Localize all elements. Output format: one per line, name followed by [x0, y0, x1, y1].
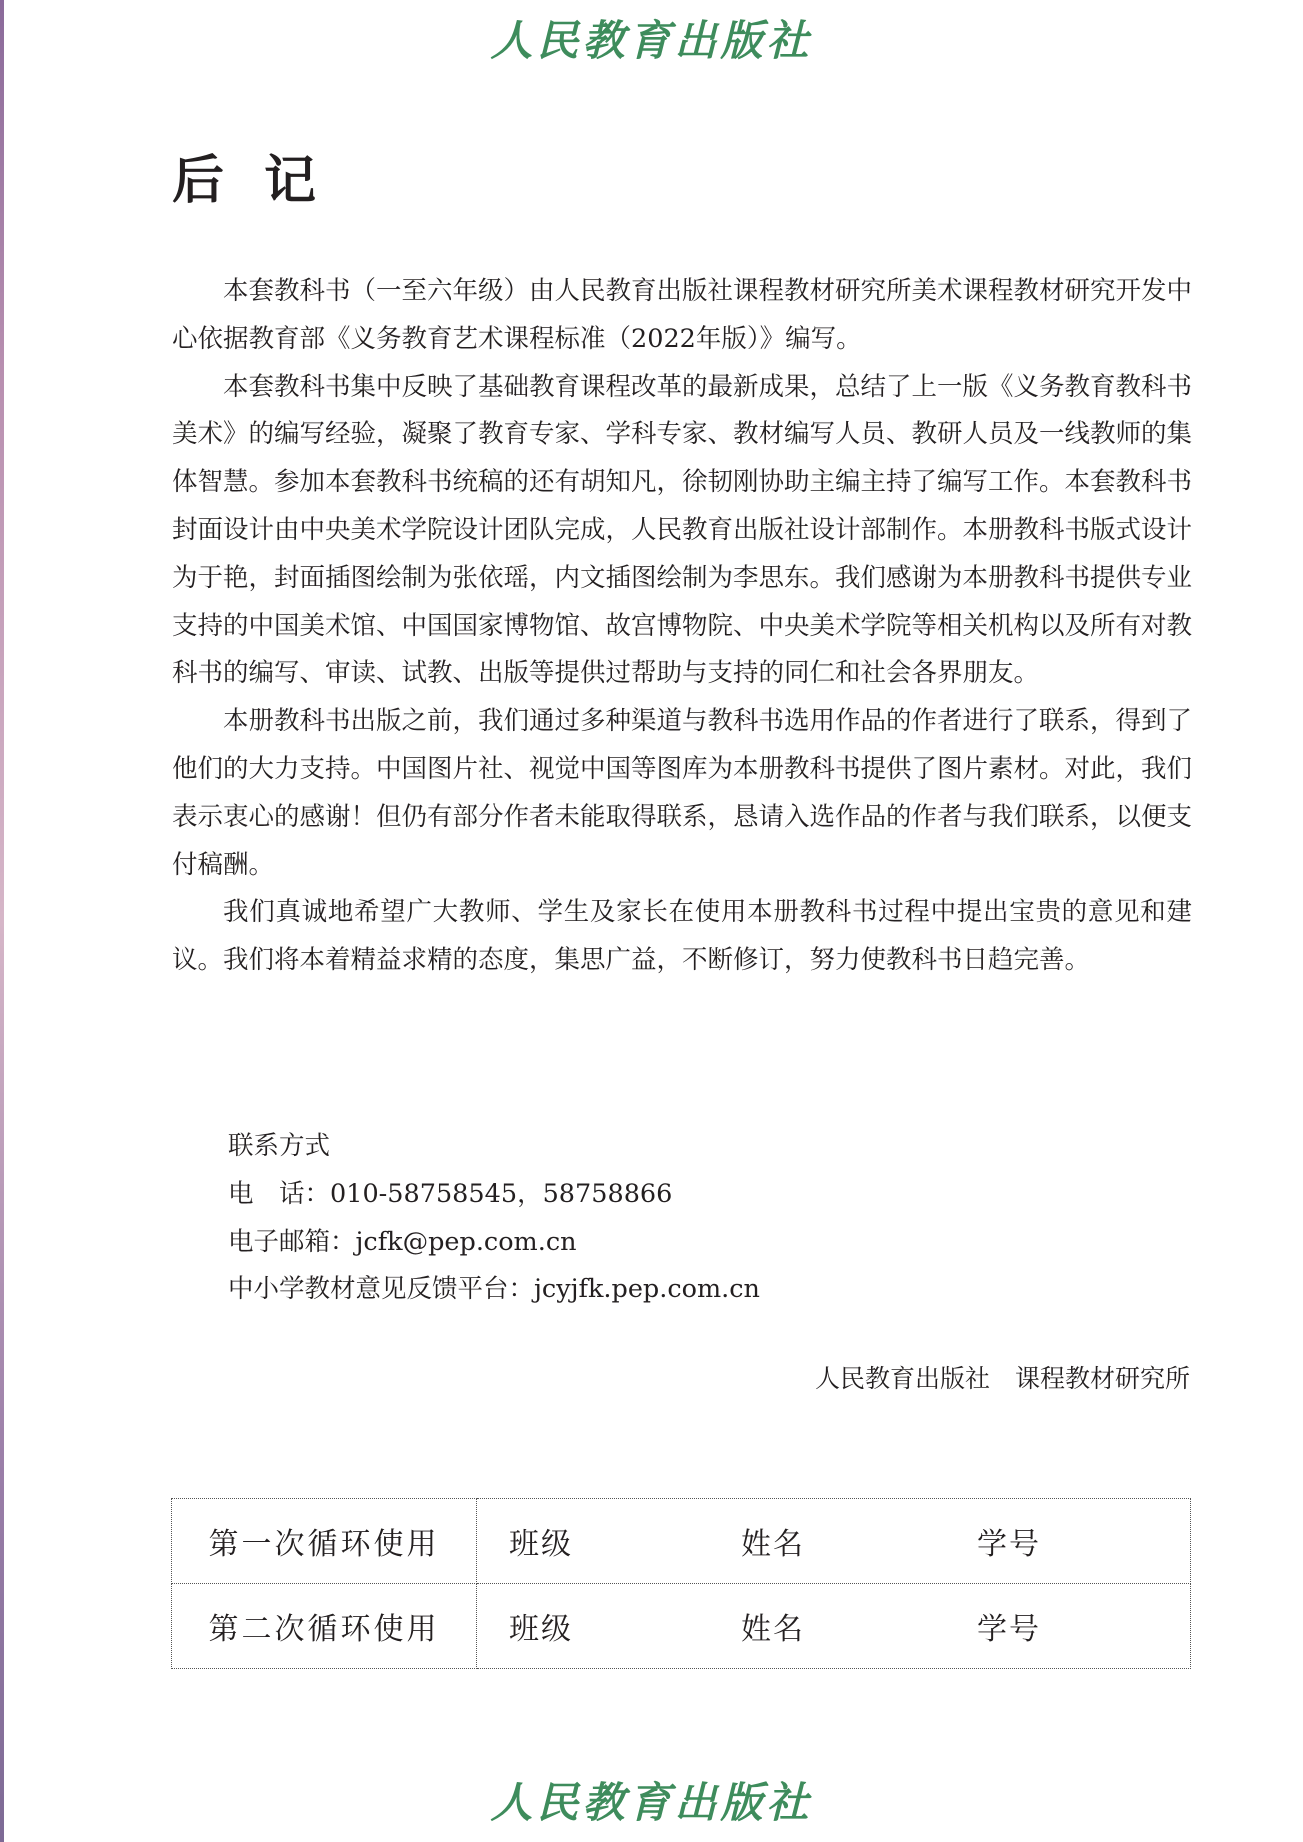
contact-heading: 联系方式: [228, 1131, 331, 1161]
paragraph-1: 本套教科书（一至六年级）由人民教育出版社课程教材研究所美术课程教材研究开发中心依据教育部《义务教育艺术课程标准（2022年版）》编写。: [172, 276, 1193, 354]
page-edge-strip: [0, 0, 4, 1842]
class-field-label: 班级: [509, 1612, 573, 1647]
paragraph-2: 本套教科书集中反映了基础教育课程改革的最新成果，总结了上一版《义务教育教科书 美术》的编写经验，凝聚了教育专家、学科专家、教材编写人员、教研人员及一线教师的集体智慧。参加本套教科书统稿的还有胡知凡，徐韧刚协助主编主持了编写工作。本套教科书封面设计由中央美术学院设计团队完成，人民教育出版社设计部制作。本册教科书版式设计为于艳，封面插图绘制为张依瑶，内文插图绘制为李思东。我们感谢为本册教科书提供专业支持的中国美术馆、中国国家博物馆、故宫博物院、中央美术学院等相关机构以及所有对教科书的编写、审读、试教、出版等提供过帮助与支持的同仁和社会各界朋友。: [172, 371, 1218, 689]
contact-email: 电子邮箱：jcfk@pep.com.cn: [228, 1226, 577, 1257]
paragraph-4: 我们真诚地希望广大教师、学生及家长在使用本册教科书过程中提出宝贵的意见和建议。我们将本着精益求精的态度，集思广益，不断修订，努力使教科书日趋完善。: [172, 897, 1192, 976]
table-row: [172, 1584, 1191, 1669]
row-fields: [477, 1584, 1191, 1669]
class-field-label: 班级: [509, 1527, 573, 1562]
usage-record-table: [171, 1498, 1191, 1669]
name-field-label: 姓名: [741, 1612, 805, 1647]
contact-feedback-platform: 中小学教材意见反馈平台：jcyjfk.pep.com.cn: [228, 1274, 760, 1305]
student-id-field-label: 学号: [977, 1527, 1041, 1562]
row-label: 第一次循环使用: [172, 1499, 477, 1584]
name-field-label: 姓名: [741, 1527, 805, 1562]
publisher-logo-header: 人民教育出版社: [490, 16, 813, 65]
afterword-body: [172, 268, 1218, 985]
contact-info: [228, 1123, 760, 1314]
page-title: 后记: [172, 151, 357, 211]
contact-phone: 电 话：010-58758545，58758866: [228, 1178, 673, 1209]
table-row: [172, 1499, 1191, 1584]
row-label: 第二次循环使用: [172, 1584, 477, 1669]
paragraph-3: 本册教科书出版之前，我们通过多种渠道与教科书选用作品的作者进行了联系，得到了他们的大力支持。中国图片社、视觉中国等图库为本册教科书提供了图片素材。对此，我们表示衷心的感谢！但仍有部分作者未能取得联系，恳请入选作品的作者与我们联系，以便支付稿酬。: [172, 706, 1193, 880]
student-id-field-label: 学号: [977, 1612, 1041, 1647]
publisher-logo-footer: 人民教育出版社: [490, 1778, 813, 1827]
row-fields: [477, 1499, 1191, 1584]
publisher-signature: 人民教育出版社 课程教材研究所: [814, 1364, 1190, 1393]
